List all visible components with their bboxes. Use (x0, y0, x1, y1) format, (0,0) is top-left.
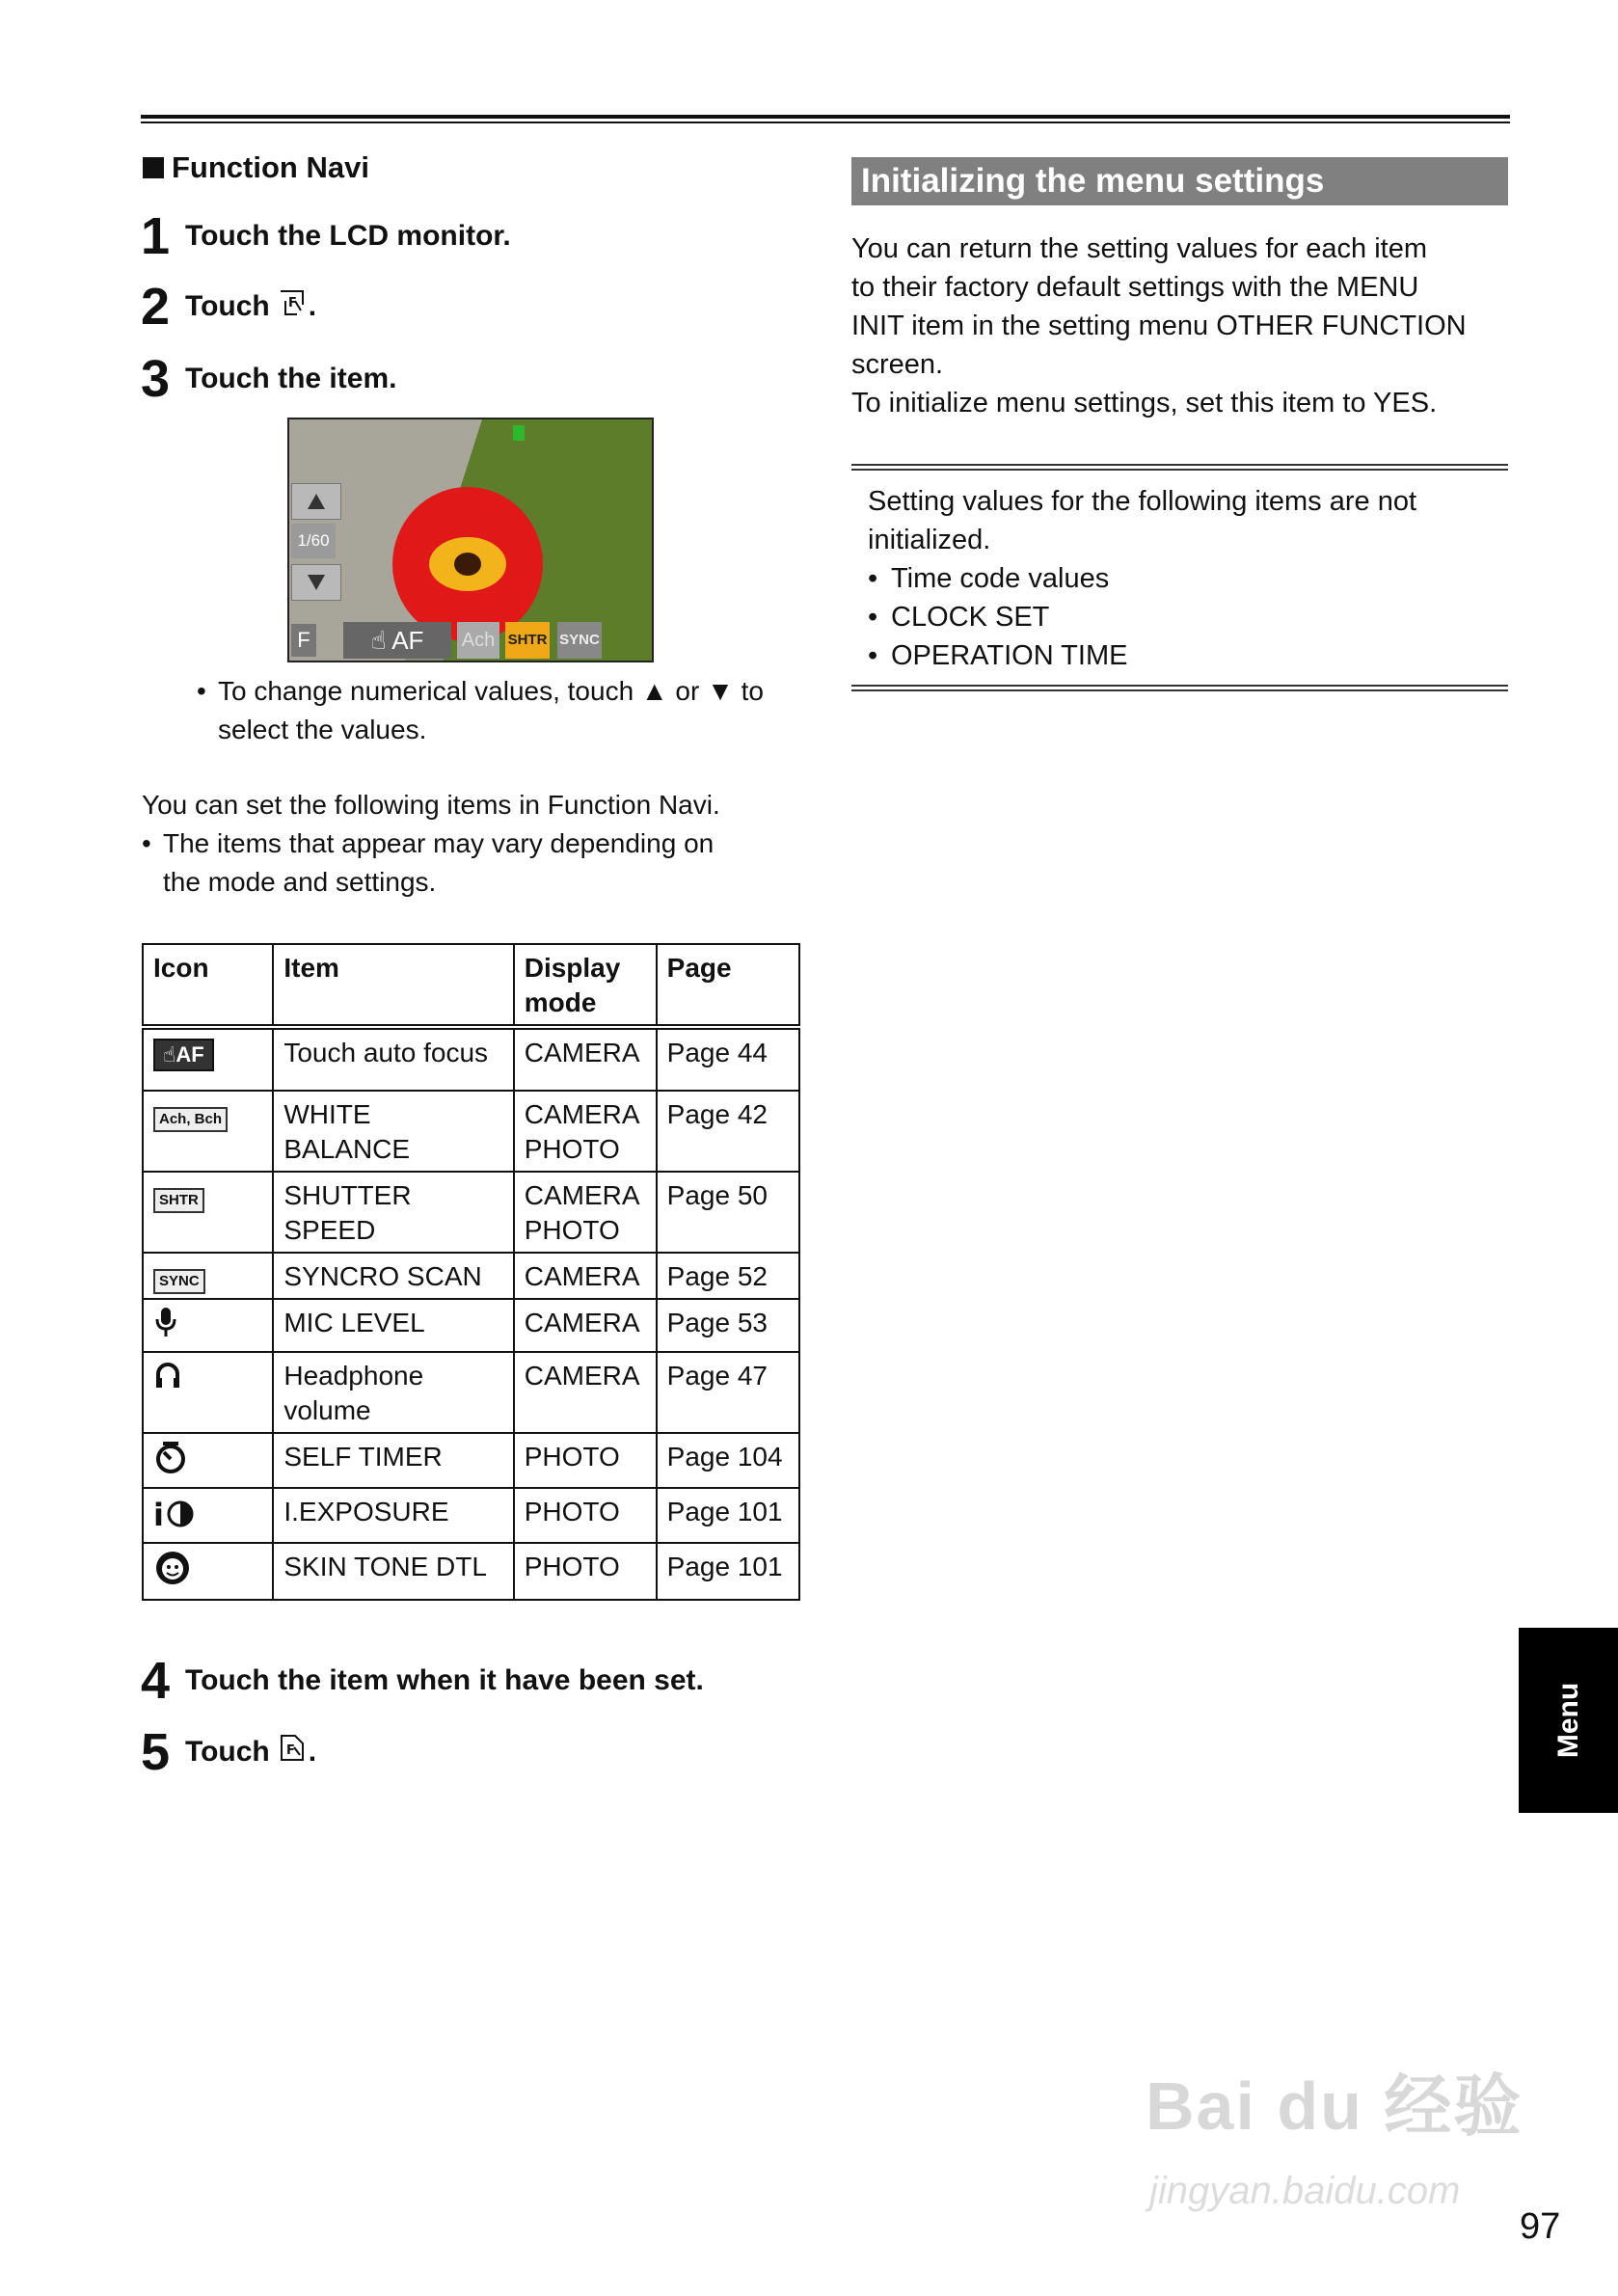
init-paragraph: You can return the setting values for each item to their factory default settings with the MENU INIT item in the setting menu OTHER FUNCTION screen. To initialize menu settings, set this item to YES. (851, 233, 1467, 419)
square-bullet-icon (143, 157, 164, 178)
baidu-watermark-url: jingyan.baidu.com (1149, 2170, 1461, 2212)
table-row: SYNC SYNCRO SCAN CAMERA Page 52 (143, 1253, 799, 1299)
function-f-button[interactable]: F (291, 624, 316, 657)
down-arrow-button[interactable] (291, 564, 341, 601)
table-row: MIC LEVEL CAMERA Page 53 (143, 1299, 799, 1352)
table-header-row (143, 944, 799, 1027)
white-balance-icon: Ach, Bch (153, 1107, 228, 1132)
shutter-button[interactable]: SHTR (505, 622, 550, 659)
lcd-screen-illustration (287, 418, 654, 662)
table-row: Ach, Bch WHITE BALANCE CAMERA PHOTO Page 42 (143, 1091, 799, 1172)
touch-af-button[interactable]: ☝ AF (343, 622, 451, 659)
table-row: SELF TIMER PHOTO Page 104 (143, 1433, 799, 1488)
screen-note: • To change numerical values, touch ▲ or ▼ to select the values. (218, 672, 764, 749)
section-heading (143, 150, 369, 185)
step-text: Touch (185, 290, 270, 322)
header-page: Page (657, 944, 799, 1027)
sync-button[interactable]: SYNC (557, 622, 602, 659)
step-number: 1 (141, 207, 171, 265)
step-3 (141, 350, 397, 408)
right-section-title: Initializing the menu settings (851, 157, 1508, 205)
headphone-icon (153, 1359, 182, 1391)
list-item: • OPERATION TIME (868, 640, 1128, 671)
note-box-top-rule (851, 464, 1508, 471)
top-rule (141, 115, 1510, 123)
step-text: Touch the item when it have been set. (185, 1664, 704, 1696)
table-row: i I.EXPOSURE PHOTO Page 101 (143, 1488, 799, 1543)
intro-bullet: • The items that appear may vary depending on the mode and settings. (163, 824, 714, 902)
menu-side-tab[interactable]: Menu (1519, 1628, 1618, 1813)
step-number: 4 (141, 1652, 171, 1710)
mic-icon (153, 1306, 178, 1338)
svg-text:F: F (285, 1743, 295, 1758)
step-number: 3 (141, 350, 171, 408)
white-balance-button[interactable]: Ach (457, 622, 499, 659)
header-icon: Icon (143, 944, 273, 1027)
step-5: 5 Touch F . (141, 1723, 317, 1781)
svg-text:F: F (287, 296, 297, 311)
list-item: • CLOCK SET (868, 602, 1050, 633)
step-4 (141, 1652, 704, 1710)
table-row: SHTR SHUTTER SPEED CAMERA PHOTO Page 50 (143, 1172, 799, 1253)
baidu-watermark-logo: Bai du 经验 (1146, 2068, 1524, 2144)
step-2: 2 Touch F . (141, 278, 317, 336)
table-row: SKIN TONE DTL PHOTO Page 101 (143, 1543, 799, 1600)
page-number: 97 (1520, 2206, 1561, 2247)
table-row: ☝AF Touch auto focus CAMERA Page 44 (143, 1027, 799, 1091)
list-item: • Time code values (868, 563, 1110, 594)
section-title: Function Navi (172, 150, 369, 184)
function-navi-exit-icon (278, 1733, 309, 1771)
step-number: 2 (141, 278, 171, 336)
header-display-mode: Display mode (514, 944, 657, 1027)
note-box-bottom-rule (851, 685, 1508, 691)
shutter-value-display: 1/60 (291, 524, 336, 558)
intro-text: You can set the following items in Function Navi. (142, 790, 720, 820)
self-timer-icon (153, 1440, 188, 1474)
step-text: Touch the LCD monitor. (185, 220, 511, 252)
step-text: Touch the item. (185, 363, 397, 394)
touch-af-icon: ☝AF (153, 1039, 214, 1071)
skin-tone-icon (153, 1550, 192, 1586)
function-navi-table (142, 943, 800, 1601)
note-box: Setting values for the following items are not initialized. • Time code values • CLOCK SET • OPERATION TIME (868, 482, 1504, 675)
table-row: Headphone volume CAMERA Page 47 (143, 1352, 799, 1433)
i-exposure-icon (153, 1495, 196, 1529)
up-arrow-button[interactable] (291, 483, 341, 520)
shutter-icon: SHTR (153, 1188, 204, 1213)
header-item: Item (273, 944, 513, 1027)
step-number: 5 (141, 1723, 171, 1781)
step-text: Touch (185, 1736, 270, 1768)
sync-icon: SYNC (153, 1269, 205, 1294)
touch-hand-icon: ☝ (370, 626, 387, 655)
function-navi-icon (278, 287, 309, 326)
step-1 (141, 207, 511, 265)
svg-text:i: i (153, 1497, 164, 1529)
